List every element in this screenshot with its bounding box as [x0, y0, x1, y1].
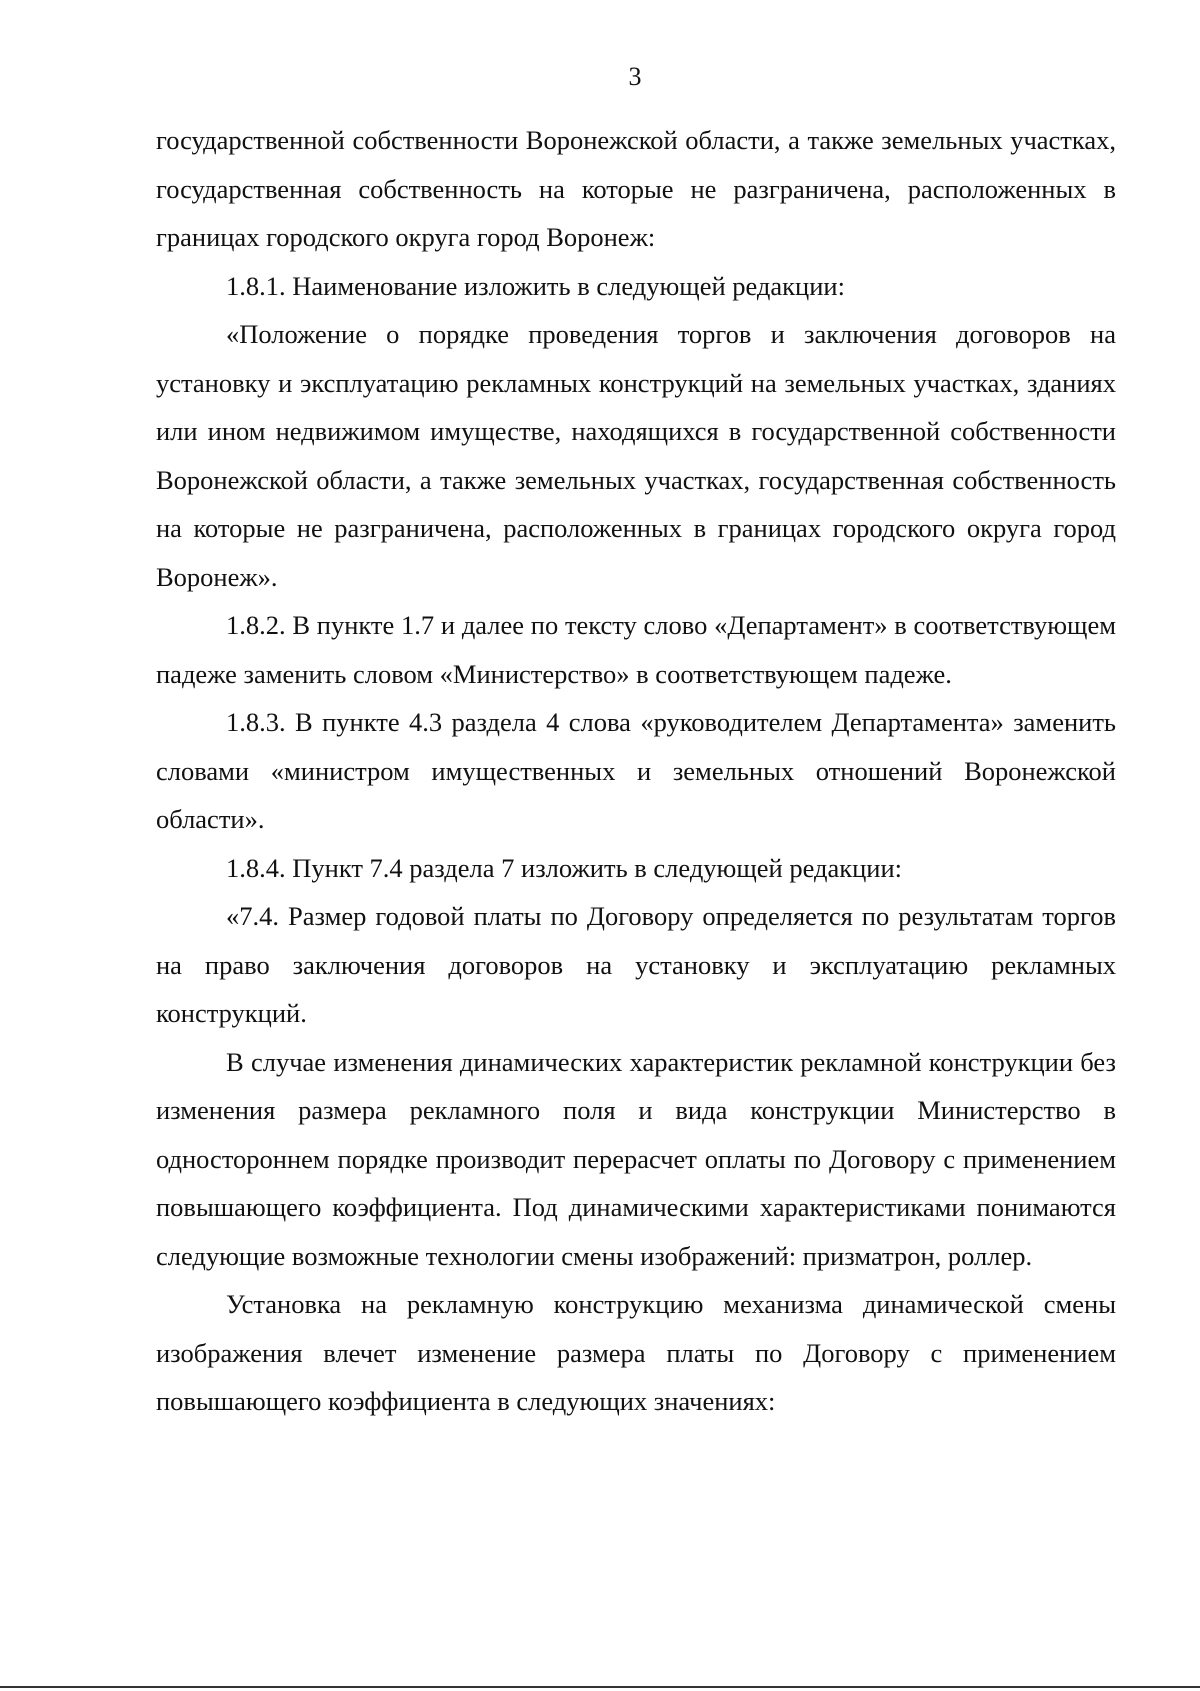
paragraph-7-4: «7.4. Размер годовой платы по Договору определяется по результатам торгов на право заключения договоров на установку и эксплуатацию рекламных конструкций.: [156, 901, 1116, 1028]
page-number: 3: [628, 62, 642, 91]
paragraph-dynamic-characteristics: В случае изменения динамических характеристик рекламной конструкции без изменения размера рекламного поля и вида конструкции Министерство в одностороннем порядке производит перерасчет оплаты по Договору с применением повышающего коэффициента. Под динамическими характеристиками понимаются следующие возможные технологии смены изображений: призматрон, роллер.: [156, 1046, 1116, 1271]
paragraph-intro: государственной собственности Воронежской области, а также земельных участках, государственная собственность на которые не разграничена, расположенных в границах городского округа город Воронеж:: [156, 125, 1116, 252]
paragraph-1-8-3: 1.8.3. В пункте 4.3 раздела 4 слова «руководителем Департамента» заменить словами «министром имущественных и земельных отношений Воронежской области».: [156, 707, 1116, 834]
bottom-rule: [0, 1686, 1200, 1688]
paragraph-coefficient: Установка на рекламную конструкцию механизма динамической смены изображения влечет изменение размера платы по Договору с применением повышающего коэффициента в следующих значениях:: [156, 1289, 1116, 1416]
document-body: [156, 116, 1116, 1426]
paragraph-1-8-2: 1.8.2. В пункте 1.7 и далее по тексту слово «Департамент» в соответствующем падеже заменить словом «Министерство» в соответствующем падеже.: [156, 610, 1116, 689]
paragraph-regulation-title: «Положение о порядке проведения торгов и заключения договоров на установку и эксплуатацию рекламных конструкций на земельных участках, зданиях или ином недвижимом имуществе, находящихся в государственной собственности Воронежской области, а также земельных участках, государственная собственность на которые не разграничена, расположенных в границах городского округа город Воронеж».: [156, 319, 1116, 592]
paragraph-1-8-1: 1.8.1. Наименование изложить в следующей редакции:: [226, 270, 845, 301]
paragraph-1-8-4: 1.8.4. Пункт 7.4 раздела 7 изложить в следующей редакции:: [226, 852, 903, 883]
